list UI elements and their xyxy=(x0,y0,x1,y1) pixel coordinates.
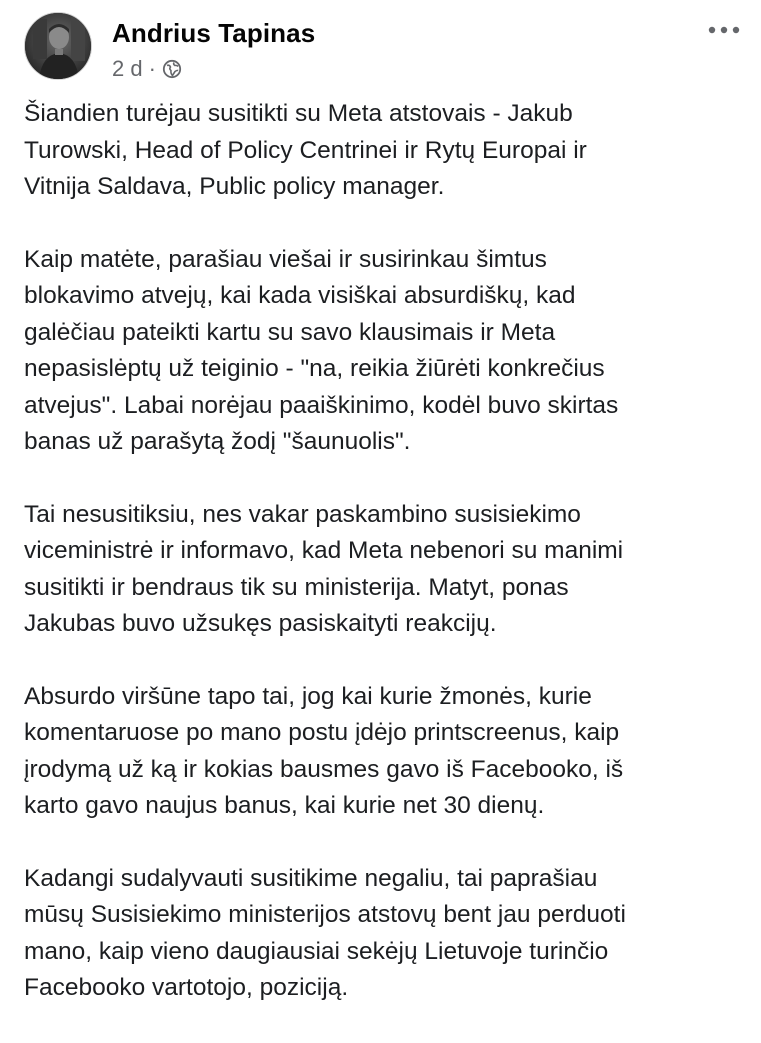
avatar[interactable] xyxy=(24,12,92,80)
text-line: karto gavo naujus banus, kai kurie net 30 dienų. xyxy=(24,792,545,819)
post-paragraph xyxy=(24,242,744,461)
text-line: atvejus". Labai norėjau paaiškinimo, kodėl buvo skirtas xyxy=(24,391,619,419)
text-line: Absurdo viršūne tapo tai, jog kai kurie žmonės, kurie xyxy=(24,682,592,710)
text-line: Vitnija Saldava, Public policy manager. xyxy=(24,173,445,200)
meta-separator: · xyxy=(148,56,156,81)
post-paragraph xyxy=(24,679,744,825)
text-line: Tai nesusitiksiu, nes vakar paskambino susisiekimo xyxy=(24,500,581,528)
text-line: Kaip matėte, parašiau viešai ir susirinkau šimtus xyxy=(24,245,547,273)
avatar-photo xyxy=(25,13,92,80)
text-line: nepasislėptų už teiginio - "na, reikia žiūrėti konkrečius xyxy=(24,355,605,382)
text-line: komentaruose po mano postu įdėjo printscreenus, kaip xyxy=(24,719,620,746)
text-line: galėčiau pateikti kartu su savo klausimais ir Meta xyxy=(24,318,556,346)
text-line: Šiandien turėjau susitikti su Meta atstovais - Jakub xyxy=(24,100,573,127)
text-line: blokavimo atvejų, kai kada visiškai absurdiškų, kad xyxy=(24,282,576,309)
post-paragraph xyxy=(24,861,744,1007)
post-time[interactable]: 2 d xyxy=(112,56,143,81)
text-line: Kadangi sudalyvauti susitikime negaliu, tai paprašiau xyxy=(24,864,598,892)
text-line: susitikti ir bendraus tik su ministerija. Matyt, ponas xyxy=(24,573,569,601)
text-line: Jakubas buvo užsukęs pasiskaityti reakcijų. xyxy=(24,610,497,637)
text-line: įrodymą už ką ir kokias bausmes gavo iš Facebooko, iš xyxy=(24,755,624,783)
post-header xyxy=(24,10,744,86)
globe-icon xyxy=(162,59,182,79)
post-paragraph xyxy=(24,497,744,643)
text-line: Facebooko vartotojo, poziciją. xyxy=(24,974,349,1001)
more-horizontal-icon xyxy=(707,25,741,35)
post-paragraph xyxy=(24,96,744,206)
text-line: mūsų Susisiekimo ministerijos atstovų bent jau perduoti xyxy=(24,901,626,928)
text-line: mano, kaip vieno daugiausiai sekėjų Lietuvoje turinčio xyxy=(24,937,609,965)
post-meta xyxy=(112,56,182,82)
text-line: viceministrė ir informavo, kad Meta nebenori su manimi xyxy=(24,537,624,564)
author-name[interactable]: Andrius Tapinas xyxy=(112,18,316,48)
text-line: Turowski, Head of Policy Centrinei ir Rytų Europai ir xyxy=(24,136,587,164)
text-line: banas už parašytą žodį "šaunuolis". xyxy=(24,428,411,455)
more-options-button[interactable] xyxy=(704,16,744,44)
post-text xyxy=(24,96,744,1043)
